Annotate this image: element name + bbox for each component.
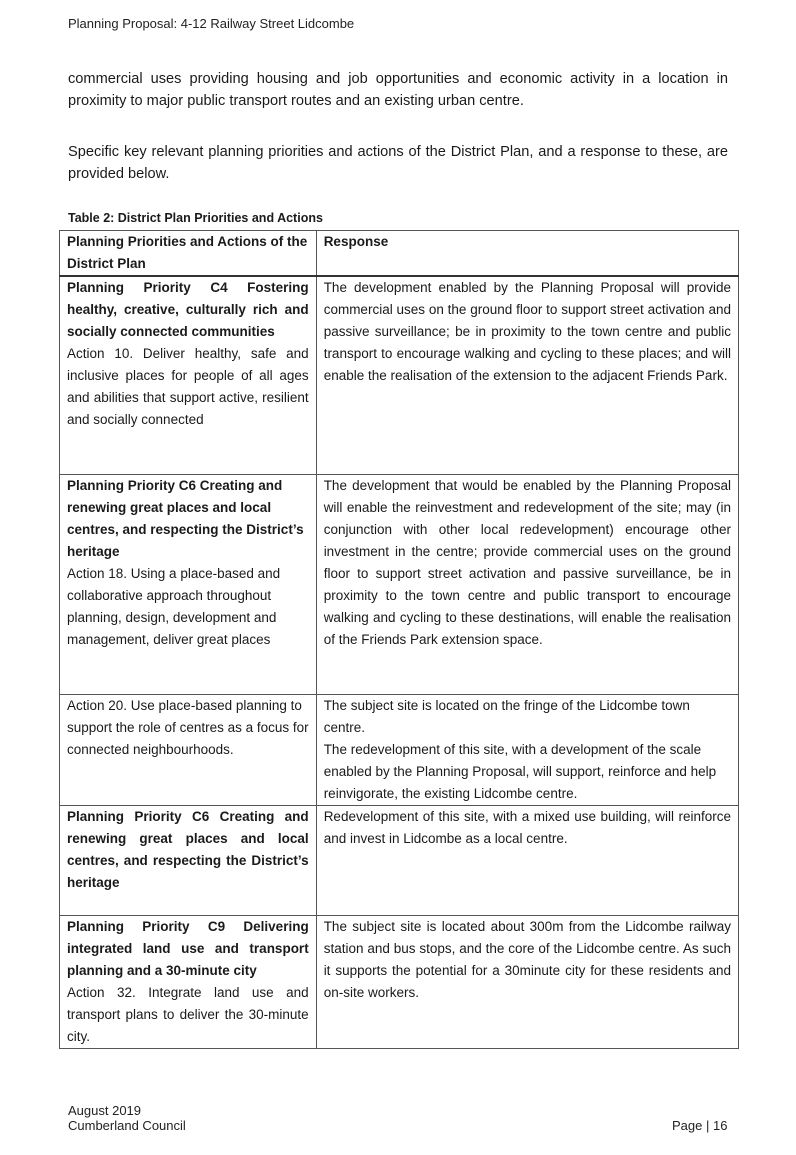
table-row <box>60 276 739 474</box>
response-text: The subject site is located on the fringe of the Lidcombe town centre. <box>323 697 690 735</box>
response-text: The development enabled by the Planning Proposal will provide commercial uses on the ground floor to support street activation and passive surveillance; be in proximity to the town centre and public transport to encourage walking and cycling to these places; and will enable the realisation of the extension to the adjacent Friends Park. <box>323 280 731 383</box>
priority-cell <box>60 805 317 915</box>
footer-date: August 2019 <box>68 1103 142 1118</box>
response-text: Redevelopment of this site, with a mixed use building, will reinforce and invest in Lidcombe as a local centre. <box>323 808 731 846</box>
priority-title: Planning Priority C6 Creating and renewing great places and local centres, and respecting the District’s heritage <box>67 808 309 890</box>
table-row <box>60 694 739 805</box>
response-cell <box>316 805 738 915</box>
page-header: Planning Proposal: 4-12 Railway Street Lidcombe <box>68 16 355 31</box>
response-text: The development that would be enabled by the Planning Proposal will enable the reinvestment and redevelopment of the site; may (in conjunction with other local redevelopment) encourage other investment in the centre; provide commercial uses on the ground floor to support street activation and passive surveillance, be in proximity to the town centre and public transport to encourage walking and cycling to these destinations, will enable the realisation of the Friends Park extension space. <box>323 477 731 647</box>
priority-title: Planning Priority C4 Fostering healthy, creative, culturally rich and socially connected communities <box>67 280 309 339</box>
body-paragraph-2: Specific key relevant planning priorities and actions of the District Plan, and a response to these, are provided below. <box>68 144 728 182</box>
table-row <box>60 474 739 694</box>
response-cell <box>316 474 738 694</box>
action-text: Action 20. Use place-based planning to support the role of centres as a focus for connected neighbourhoods. <box>67 697 309 757</box>
priority-cell <box>60 276 317 474</box>
priority-cell <box>60 694 317 805</box>
response-cell <box>316 276 738 474</box>
header-response: Response <box>316 231 738 277</box>
footer-left <box>68 1103 186 1133</box>
priority-title: Planning Priority C9 Delivering integrated land use and transport planning and a 30-minute city <box>67 918 309 978</box>
priority-title: Planning Priority C6 Creating and renewing great places and local centres, and respecting the District’s heritage <box>67 477 304 559</box>
action-text: Action 10. Deliver healthy, safe and inclusive places for people of all ages and abilities that support active, resilient and socially connected <box>67 346 309 427</box>
response-cell <box>316 915 738 1048</box>
table-row <box>60 915 739 1048</box>
page-number: Page | 16 <box>672 1118 728 1133</box>
response-text: The redevelopment of this site, with a development of the scale enabled by the Planning Proposal, will support, reinforce and help reinvigorate, the existing Lidcombe centre. <box>323 741 717 801</box>
table-row <box>60 805 739 915</box>
response-text: The subject site is located about 300m from the Lidcombe railway station and bus stops, and the core of the Lidcombe centre. As such it supports the potential for a 30minute city for these residents and on-site workers. <box>323 918 731 1000</box>
body-paragraph-1: commercial uses providing housing and job opportunities and economic activity in a location in proximity to major public transport routes and an existing urban centre. <box>68 71 728 109</box>
table-header-row <box>60 231 739 277</box>
footer-org: Cumberland Council <box>68 1118 186 1133</box>
priority-cell <box>60 474 317 694</box>
action-text: Action 18. Using a place-based and collaborative approach throughout planning, design, development and management, deliver great places <box>67 565 281 647</box>
priority-cell <box>60 915 317 1048</box>
response-cell <box>316 694 738 805</box>
action-text: Action 32. Integrate land use and transport plans to deliver the 30-minute city. <box>67 984 309 1044</box>
header-priorities: Planning Priorities and Actions of the District Plan <box>60 231 317 277</box>
priorities-table <box>59 230 739 1049</box>
table-caption: Table 2: District Plan Priorities and Actions <box>68 211 323 225</box>
